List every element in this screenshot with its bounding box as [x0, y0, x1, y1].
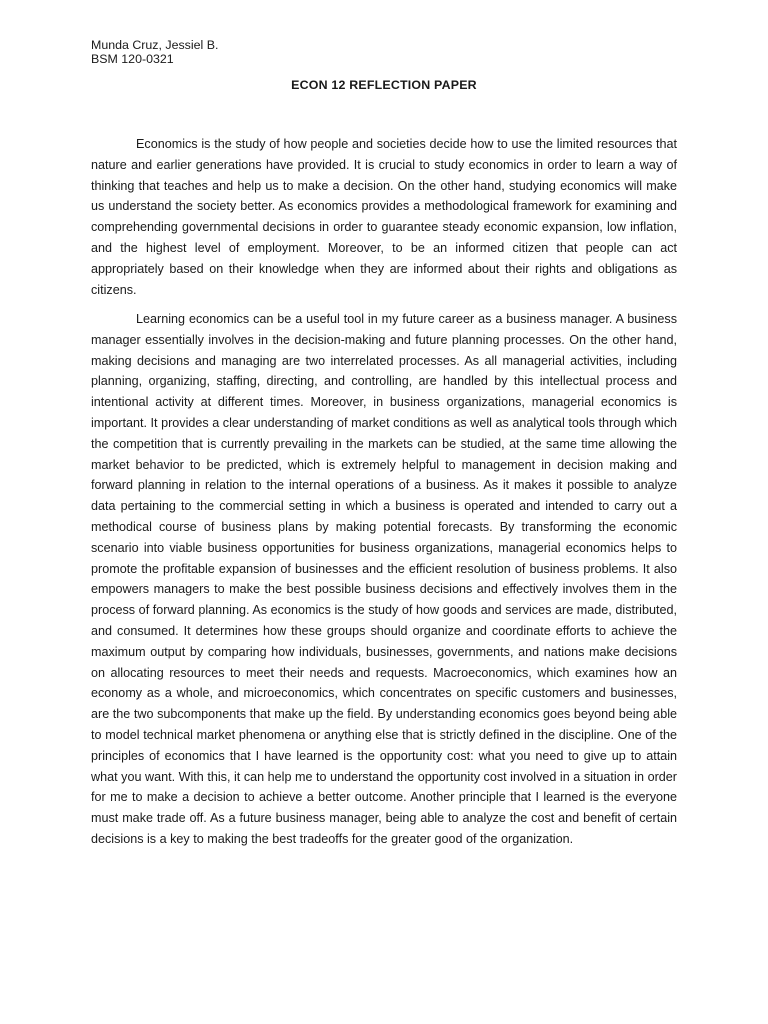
author-header — [91, 38, 218, 66]
page-title: ECON 12 REFLECTION PAPER — [291, 78, 477, 92]
body-paragraph-1: Economics is the study of how people and societies decide how to use the limited resources that nature and earlier generations have provided. It is crucial to study economics in order to learn a way of thinking that teaches and help us to make a decision. On the other hand, studying economics will make us understand the society better. As economics provides a methodological framework for examining and comprehending governmental decisions in order to guarantee steady economic expansion, low inflation, and the highest level of employment. Moreover, to be an informed citizen that people can act appropriately based on their knowledge when they are informed about their rights and obligations as citizens. — [91, 137, 677, 297]
body-paragraph-2: Learning economics can be a useful tool in my future career as a business manager. A business manager essentially involves in the decision-making and future planning processes. On the other hand, making decisions and managing are two interrelated processes. As all managerial activities, including planning, organizing, staffing, directing, and controlling, are handled by this intellectual process and intentional activity at different times. Moreover, in business organizations, managerial economics is important. It provides a clear understanding of market conditions as well as analytical tools through which the competition that is currently prevailing in the markets can be studied, at the same time allowing the market behavior to be predicted, which is extremely helpful to management in decision making and forward planning in relation to the internal operations of a business. As it makes it possible to analyze data pertaining to the commercial setting in which a business is operated and intended to carry out a methodical course of business plans by making potential forecasts. By transforming the economic scenario into viable business opportunities for business organizations, managerial economics helps to promote the profitable expansion of businesses and the efficient resolution of business problems. It also empowers managers to make the best possible business decisions and effectively involves them in the process of forward planning. As economics is the study of how goods and services are made, distributed, and consumed. It determines how these groups should organize and coordinate efforts to achieve the maximum output by comparing how individuals, businesses, governments, and nations make decisions on allocating resources to meet their needs and requests. Macroeconomics, which examines how an economy as a whole, and microeconomics, which concentrates on specific customers and businesses, are the two subcomponents that make up the field. By understanding economics goes beyond being able to model technical market phenomena or anything else that is strictly defined in the discipline. One of the principles of economics that I have learned is the opportunity cost: what you need to give up to attain what you want. With this, it can help me to understand the opportunity cost involved in a situation in order for me to make a decision to achieve a better outcome. Another principle that I learned is the everyone must make trade off. As a future business manager, being able to analyze the cost and benefit of certain decisions is a key to making the best tradeoffs for the greater good of the organization. — [91, 312, 677, 846]
author-id: BSM 120-0321 — [91, 52, 174, 66]
author-name: Munda Cruz, Jessiel B. — [91, 38, 219, 52]
